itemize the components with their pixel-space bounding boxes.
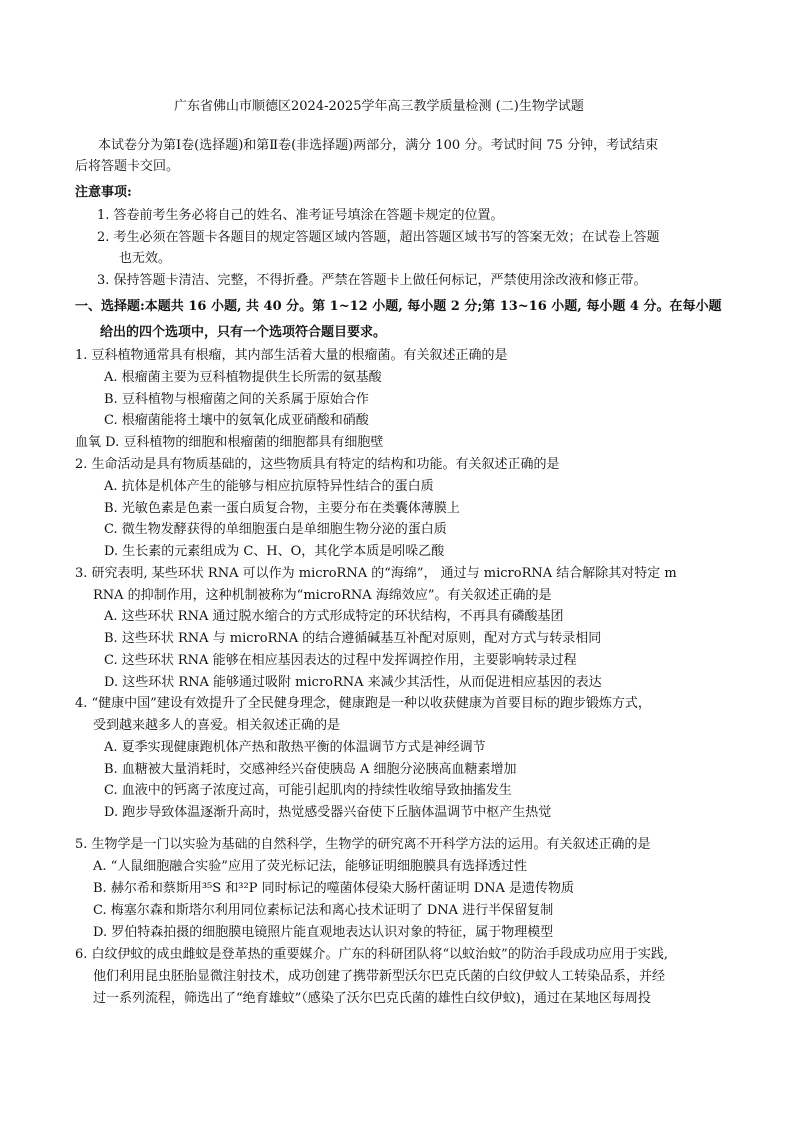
q1-option-d: 血氧 D. 豆科植物的细胞和根瘤菌的细胞都具有细胞壁 bbox=[75, 435, 384, 450]
intro-line-2: 后将答题卡交回。 bbox=[75, 159, 180, 174]
q3-option-d: D. 这些环状 RNA 能够通过吸附 microRNA 来减少其活性，从而促进相应基因的表达 bbox=[104, 675, 602, 690]
page-title: 广东省佛山市顺德区2024-2025学年高三教学质量检测 (二)生物学试题 bbox=[174, 99, 584, 114]
q5-option-a: A. “人鼠细胞融合实验”应用了荧光标记法，能够证明细胞膜具有选择透过性 bbox=[93, 859, 527, 874]
q2-option-d: D. 生长素的元素组成为 C、H、O，其化学本质是吲哚乙酸 bbox=[104, 544, 445, 559]
q1-stem: 1. 豆科植物通常具有根瘤，其内部生活着大量的根瘤菌。有关叙述正确的是 bbox=[75, 348, 508, 363]
q4-stem-2: 受到越来越多人的喜爱。相关叙述正确的是 bbox=[93, 718, 341, 733]
section-heading-2: 给出的四个选项中，只有一个选项符合题目要求。 bbox=[100, 325, 387, 340]
q6-stem-1: 6. 白纹伊蚊的成虫雌蚊是登革热的重要媒介。广东的科研团队将“以蚊治蚊”的防治手段成功应用于实践, bbox=[75, 947, 668, 962]
q6-stem-2: 他们利用昆虫胚胎显微注射技术，成功创建了携带新型沃尔巴克氏菌的白纹伊蚊人工转染品系，并经 bbox=[93, 969, 666, 984]
q1-option-c: C. 根瘤菌能将土壤中的氨氧化成亚硝酸和硝酸 bbox=[104, 413, 369, 428]
notice-item-2: 2. 考生必须在答题卡各题目的规定答题区域内答题，超出答题区域书写的答案无效；在试卷上答题 bbox=[97, 230, 660, 245]
q2-option-b: B. 光敏色素是色素一蛋白质复合物，主要分布在类囊体薄膜上 bbox=[104, 501, 460, 516]
q5-option-b: B. 赫尔希和蔡斯用³⁵S 和³²P 同时标记的噬菌体侵染大肠杆菌证明 DNA 是遗传物质 bbox=[93, 881, 575, 896]
notice-item-3: 3. 保持答题卡清洁、完整，不得折叠。严禁在答题卡上做任何标记，严禁使用涂改液和修正带。 bbox=[97, 273, 647, 288]
section-heading-1: 一、选择题:本题共 16 小题, 共 40 分。第 1~12 小题, 每小题 2 分;第 13~16 小题, 每小题 4 分。在每小题 bbox=[75, 299, 722, 314]
q1-option-a: A. 根瘤菌主要为豆科植物提供生长所需的氨基酸 bbox=[104, 370, 382, 385]
q2-option-c: C. 微生物发酵获得的单细胞蛋白是单细胞生物分泌的蛋白质 bbox=[104, 522, 447, 537]
q3-stem-2: RNA 的抑制作用，这种机制被称为“microRNA 海绵效应”。有关叙述正确的是 bbox=[93, 588, 552, 603]
intro-line-1: 本试卷分为第Ⅰ卷(选择题)和第Ⅱ卷(非选择题)两部分，满分 100 分。考试时间 75 分钟，考试结束 bbox=[98, 138, 659, 153]
q3-option-c: C. 这些环状 RNA 能够在相应基因表达的过程中发挥调控作用，主要影响转录过程 bbox=[104, 653, 577, 668]
q5-option-d: D. 罗伯特森拍摄的细胞膜电镜照片能直观地表达认识对象的特征，属于物理模型 bbox=[93, 925, 554, 940]
q3-option-a: A. 这些环状 RNA 通过脱水缩合的方式形成特定的环状结构，不再具有磷酸基团 bbox=[104, 609, 564, 624]
notice-heading: 注意事项: bbox=[75, 185, 132, 200]
q6-stem-3: 过一系列流程，筛选出了“绝育雄蚊”（感染了沃尔巴克氏菌的雄性白纹伊蚊)，通过在某地区每周投 bbox=[93, 991, 651, 1006]
q3-option-b: B. 这些环状 RNA 与 microRNA 的结合遵循碱基互补配对原则，配对方式与转录相同 bbox=[104, 631, 602, 646]
q4-stem-1: 4. “健康中国”建设有效提升了全民健身理念，健康跑是一种以收获健康为首要目标的跑步锻炼方式， bbox=[75, 696, 651, 711]
q4-option-a: A. 夏季实现健康跑机体产热和散热平衡的体温调节方式是神经调节 bbox=[104, 740, 486, 755]
notice-item-1: 1. 答卷前考生务必将自己的姓名、准考证号填涂在答题卡规定的位置。 bbox=[97, 208, 504, 223]
q5-stem: 5. 生物学是一门以实验为基础的自然科学，生物学的研究离不开科学方法的运用。有关叙述正确的是 bbox=[75, 837, 651, 852]
q2-option-a: A. 抗体是机体产生的能够与相应抗原特异性结合的蛋白质 bbox=[104, 479, 434, 494]
q3-stem-1: 3. 研究表明, 某些环状 RNA 可以作为 microRNA 的“海绵”， 通过与 microRNA 结合解除其对特定 m bbox=[75, 566, 677, 581]
q1-option-b: B. 豆科植物与根瘤菌之间的关系属于原始合作 bbox=[104, 392, 369, 407]
q2-stem: 2. 生命活动是具有物质基础的，这些物质具有特定的结构和功能。有关叙述正确的是 bbox=[75, 457, 560, 472]
q5-option-c: C. 梅塞尔森和斯塔尔利用同位素标记法和离心技术证明了 DNA 进行半保留复制 bbox=[93, 903, 554, 918]
notice-item-2-cont: 也无效。 bbox=[119, 251, 172, 266]
q4-option-b: B. 血糖被大量消耗时，交感神经兴奋使胰岛 A 细胞分泌胰高血糖素增加 bbox=[104, 762, 517, 777]
q4-option-d: D. 跑步导致体温逐渐升高时，热觉感受器兴奋使下丘脑体温调节中枢产生热觉 bbox=[104, 805, 552, 820]
q4-option-c: C. 血液中的钙离子浓度过高，可能引起肌肉的持续性收缩导致抽搐发生 bbox=[104, 783, 512, 798]
